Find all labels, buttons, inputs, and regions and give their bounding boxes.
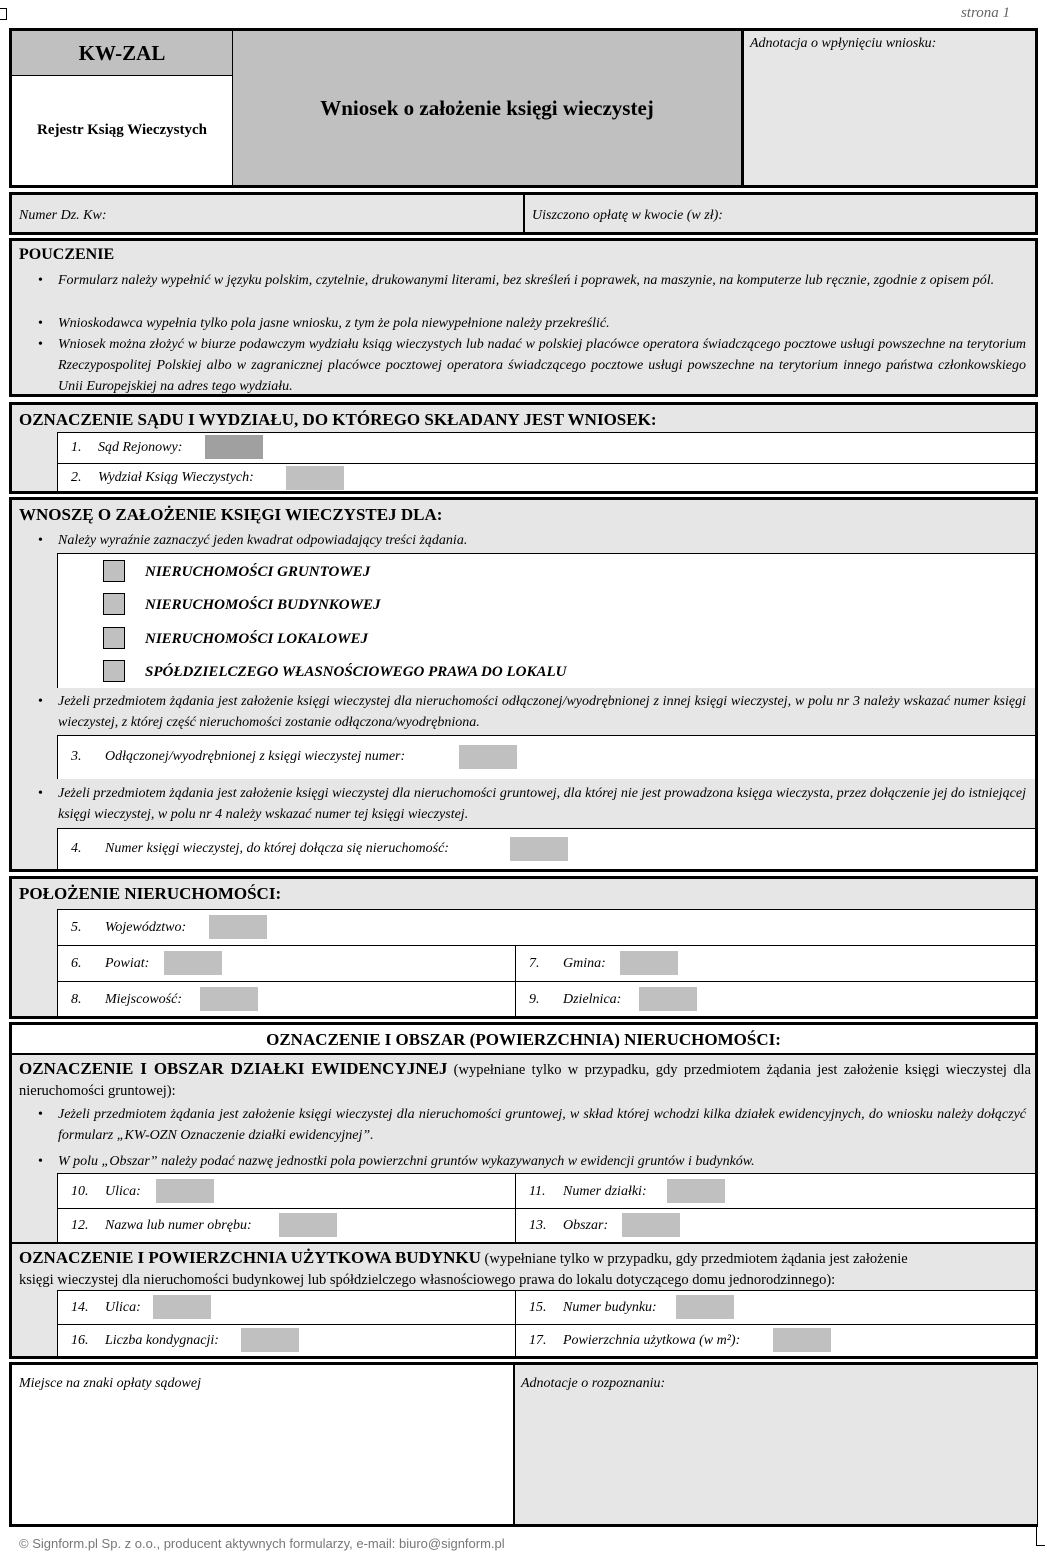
page-number: strona 1 — [960, 5, 1010, 21]
field-number: 3. — [71, 749, 82, 764]
plot-description: (wypełniane tylko w przypadku, gdy przedmiotem żądania jest założenie księgi wieczystej dla nieruchomości gruntowej): — [19, 1062, 1031, 1099]
option-label: NIERUCHOMOŚCI BUDYNKOWEJ — [145, 597, 381, 613]
field-number: 10. — [71, 1184, 89, 1199]
fields-divider — [523, 195, 525, 232]
attached-field-row — [57, 828, 1035, 869]
instructions-title: POUCZENIE — [19, 246, 115, 263]
field-label: Województwo: — [105, 920, 187, 935]
court-section — [9, 402, 1038, 494]
field-number: 1. — [71, 440, 82, 455]
field-number: 4. — [71, 841, 82, 856]
precinct-row — [57, 1208, 515, 1242]
instructions-section — [9, 238, 1038, 397]
option-label: NIERUCHOMOŚCI LOKALOWEJ — [145, 631, 368, 647]
option-checkbox[interactable] — [103, 627, 125, 649]
stamps-label: Miejsce na znaki opłaty sądowej — [19, 1376, 201, 1391]
form-title: Wniosek o założenie księgi wieczystej — [320, 95, 654, 120]
voivodeship-input[interactable] — [209, 915, 267, 939]
field-number: 13. — [529, 1218, 547, 1233]
building-description: (wypełniane tylko w przypadku, gdy przedmiotem żądania jest założenie — [484, 1251, 908, 1267]
field-number: 7. — [529, 956, 540, 971]
plot-number-row — [515, 1173, 1035, 1208]
building-street-row — [57, 1290, 515, 1324]
field-number: 5. — [71, 920, 82, 935]
plot-note: • Jeżeli przedmiotem żądania jest założenie księgi wieczystej dla nieruchomości gruntowej, w skład której wchodzi kilka działek ewidencyjnych, do wniosku należy dołączyć formularz „KW-OZN Oznaczenie działki ewidencyjnej”. — [58, 1104, 1026, 1146]
field-number: 17. — [529, 1333, 547, 1348]
field-number: 9. — [529, 992, 540, 1007]
field-label: Powierzchnia użytkowa (w m²): — [563, 1333, 741, 1348]
field-number: 16. — [71, 1333, 89, 1348]
commune-input[interactable] — [620, 951, 678, 975]
field-label: Numer księgi wieczystej, do której dołącza się nieruchomość: — [105, 841, 449, 856]
court-input[interactable] — [205, 435, 263, 459]
option-checkbox[interactable] — [103, 560, 125, 582]
field-label: Miejscowość: — [105, 992, 182, 1007]
bottom-section — [9, 1362, 1038, 1527]
field-number: 15. — [529, 1300, 547, 1315]
department-input[interactable] — [286, 466, 344, 490]
plot-area-input[interactable] — [622, 1213, 680, 1237]
request-note: • Należy wyraźnie zaznaczyć jeden kwadrat odpowiadający treści żądania. — [58, 530, 1026, 551]
plot-area-row — [515, 1208, 1035, 1242]
building-divider — [12, 1242, 1035, 1244]
option-checkbox[interactable] — [103, 593, 125, 615]
commune-field-row — [515, 945, 1035, 981]
fee-label: Uiszczono opłatę w kwocie (w zł): — [532, 208, 723, 223]
field-label: Powiat: — [105, 956, 150, 971]
court-field-row — [57, 432, 1035, 463]
instruction-item: • Wniosek można złożyć w biurze podawczym wydziału ksiąg wieczystych lub nadać w polskiej placówce operatora świadczącego pocztowe usługi powszechne na terytorium Rzeczypospolitej Polskiej albo w zagranicznej placówce pocztowej operatora świadczącego pocztowe usługi powszechne na terytorium innego państwa członkowskiego Unii Europejskiej na adres tego wydziału. — [58, 334, 1026, 397]
annotation-label: Adnotacja o wpłynięciu wniosku: — [750, 36, 937, 51]
area-title: OZNACZENIE I OBSZAR (POWIERZCHNIA) NIERUCHOMOŚCI: — [266, 1030, 781, 1049]
usable-area-input[interactable] — [773, 1328, 831, 1352]
field-label: Numer budynku: — [563, 1300, 657, 1315]
field-label: Sąd Rejonowy: — [98, 440, 183, 455]
attached-kw-input[interactable] — [510, 837, 568, 861]
plot-number-input[interactable] — [667, 1179, 725, 1203]
header-section — [9, 28, 1038, 188]
form-code: KW-ZAL — [78, 40, 166, 65]
field-label: Obszar: — [563, 1218, 609, 1233]
form-code-cell — [12, 31, 233, 76]
request-note: • Jeżeli przedmiotem żądania jest założenie księgi wieczystej dla nieruchomości odłączonej/wyodrębnionej z innej księgi wieczystej, w polu nr 3 należy wskazać numer księgi wieczystej, z której część nieruchomości zostanie odłączona/wyodrębniona. — [58, 691, 1026, 733]
field-number: 14. — [71, 1300, 89, 1315]
building-number-row — [515, 1290, 1035, 1324]
field-label: Dzielnica: — [563, 992, 622, 1007]
locality-field-row — [57, 981, 515, 1016]
department-field-row — [57, 463, 1035, 491]
building-title: OZNACZENIE I POWIERZCHNIA UŻYTKOWA BUDYNKU — [19, 1248, 481, 1267]
register-fields-section — [9, 192, 1038, 235]
field-number: 2. — [71, 470, 82, 485]
district-input[interactable] — [639, 987, 697, 1011]
field-label: Numer działki: — [563, 1184, 647, 1199]
plot-heading — [19, 1058, 1031, 1102]
request-title: WNOSZĘ O ZAŁOŻENIE KSIĘGI WIECZYSTEJ DLA: — [19, 505, 443, 524]
request-options-box — [57, 553, 1035, 688]
field-label: Wydział Ksiąg Wieczystych: — [98, 470, 254, 485]
request-section — [9, 497, 1038, 872]
review-label: Adnotacje o rozpoznaniu: — [521, 1376, 666, 1391]
review-cell — [513, 1365, 1037, 1524]
footer-text: © Signform.pl Sp. z o.o., producent aktywnych formularzy, e-mail: biuro@signform.pl — [19, 1536, 505, 1551]
building-street-input[interactable] — [153, 1295, 211, 1319]
storeys-input[interactable] — [241, 1328, 299, 1352]
precinct-input[interactable] — [279, 1213, 337, 1237]
plot-street-row — [57, 1173, 515, 1208]
annotation-cell — [744, 31, 1035, 185]
field-label: Ulica: — [105, 1300, 141, 1315]
voivodeship-field-row — [57, 909, 1035, 945]
register-cell — [12, 76, 233, 185]
location-section — [9, 876, 1038, 1019]
building-description-cont: księgi wieczystej dla nieruchomości budynkowej lub spółdzielczego własnościowego prawa do lokalu dotyczącego domu jednorodzinnego): — [19, 1272, 836, 1288]
field-number: 8. — [71, 992, 82, 1007]
field-label: Ulica: — [105, 1184, 141, 1199]
corner-marker-icon — [1036, 1527, 1045, 1546]
title-cell — [233, 31, 744, 185]
field-label: Nazwa lub numer obrębu: — [105, 1218, 252, 1233]
instruction-item: • Wnioskodawca wypełnia tylko pola jasne wniosku, z tym że pola niewypełnione należy przekreślić. — [58, 313, 1026, 334]
locality-input[interactable] — [200, 987, 258, 1011]
plot-street-input[interactable] — [156, 1179, 214, 1203]
option-label: SPÓŁDZIELCZEGO WŁASNOŚCIOWEGO PRAWA DO LOKALU — [145, 664, 567, 680]
district-field-row — [515, 981, 1035, 1016]
building-heading — [19, 1247, 1031, 1291]
register-name: Rejestr Ksiąg Wieczystych — [37, 122, 207, 138]
plot-note: • W polu „Obszar” należy podać nazwę jednostki pola powierzchni gruntów wykazywanych w ewidencji gruntów i budynków. — [58, 1151, 1026, 1172]
location-title: POŁOŻENIE NIERUCHOMOŚCI: — [19, 884, 282, 903]
option-checkbox[interactable] — [103, 660, 125, 682]
usable-area-row — [515, 1324, 1035, 1356]
numer-dz-kw-label: Numer Dz. Kw: — [19, 208, 107, 223]
field-number: 11. — [529, 1184, 546, 1199]
request-note: • Jeżeli przedmiotem żądania jest założenie księgi wieczystej dla nieruchomości gruntowej, dla której nie jest prowadzona księga wieczysta, przez dołączenie jej do istniejącej księgi wieczystej, w polu nr 4 należy wskazać numer tej księgi wieczystej. — [58, 783, 1026, 825]
area-section — [9, 1022, 1038, 1359]
county-input[interactable] — [164, 951, 222, 975]
field-label: Gmina: — [563, 956, 606, 971]
detached-kw-input[interactable] — [459, 745, 517, 769]
option-label: NIERUCHOMOŚCI GRUNTOWEJ — [145, 564, 371, 580]
storeys-row — [57, 1324, 515, 1356]
field-number: 6. — [71, 956, 82, 971]
plot-title: OZNACZENIE I OBSZAR DZIAŁKI EWIDENCYJNEJ — [19, 1059, 448, 1078]
field-label: Odłączonej/wyodrębnionej z księgi wieczystej numer: — [105, 749, 406, 764]
area-title-bar — [12, 1025, 1035, 1055]
county-field-row — [57, 945, 515, 981]
field-number: 12. — [71, 1218, 89, 1233]
field-label: Liczba kondygnacji: — [105, 1333, 219, 1348]
building-number-input[interactable] — [676, 1295, 734, 1319]
detached-field-row — [57, 735, 1035, 779]
instruction-item: • Formularz należy wypełnić w języku polskim, czytelnie, drukowanymi literami, bez skreśleń i poprawek, na maszynie, na komputerze lub ręcznie, zgodnie z opisem pól. — [58, 270, 1026, 291]
court-title: OZNACZENIE SĄDU I WYDZIAŁU, DO KTÓREGO SKŁADANY JEST WNIOSEK: — [19, 410, 657, 429]
corner-marker-icon — [0, 8, 7, 20]
